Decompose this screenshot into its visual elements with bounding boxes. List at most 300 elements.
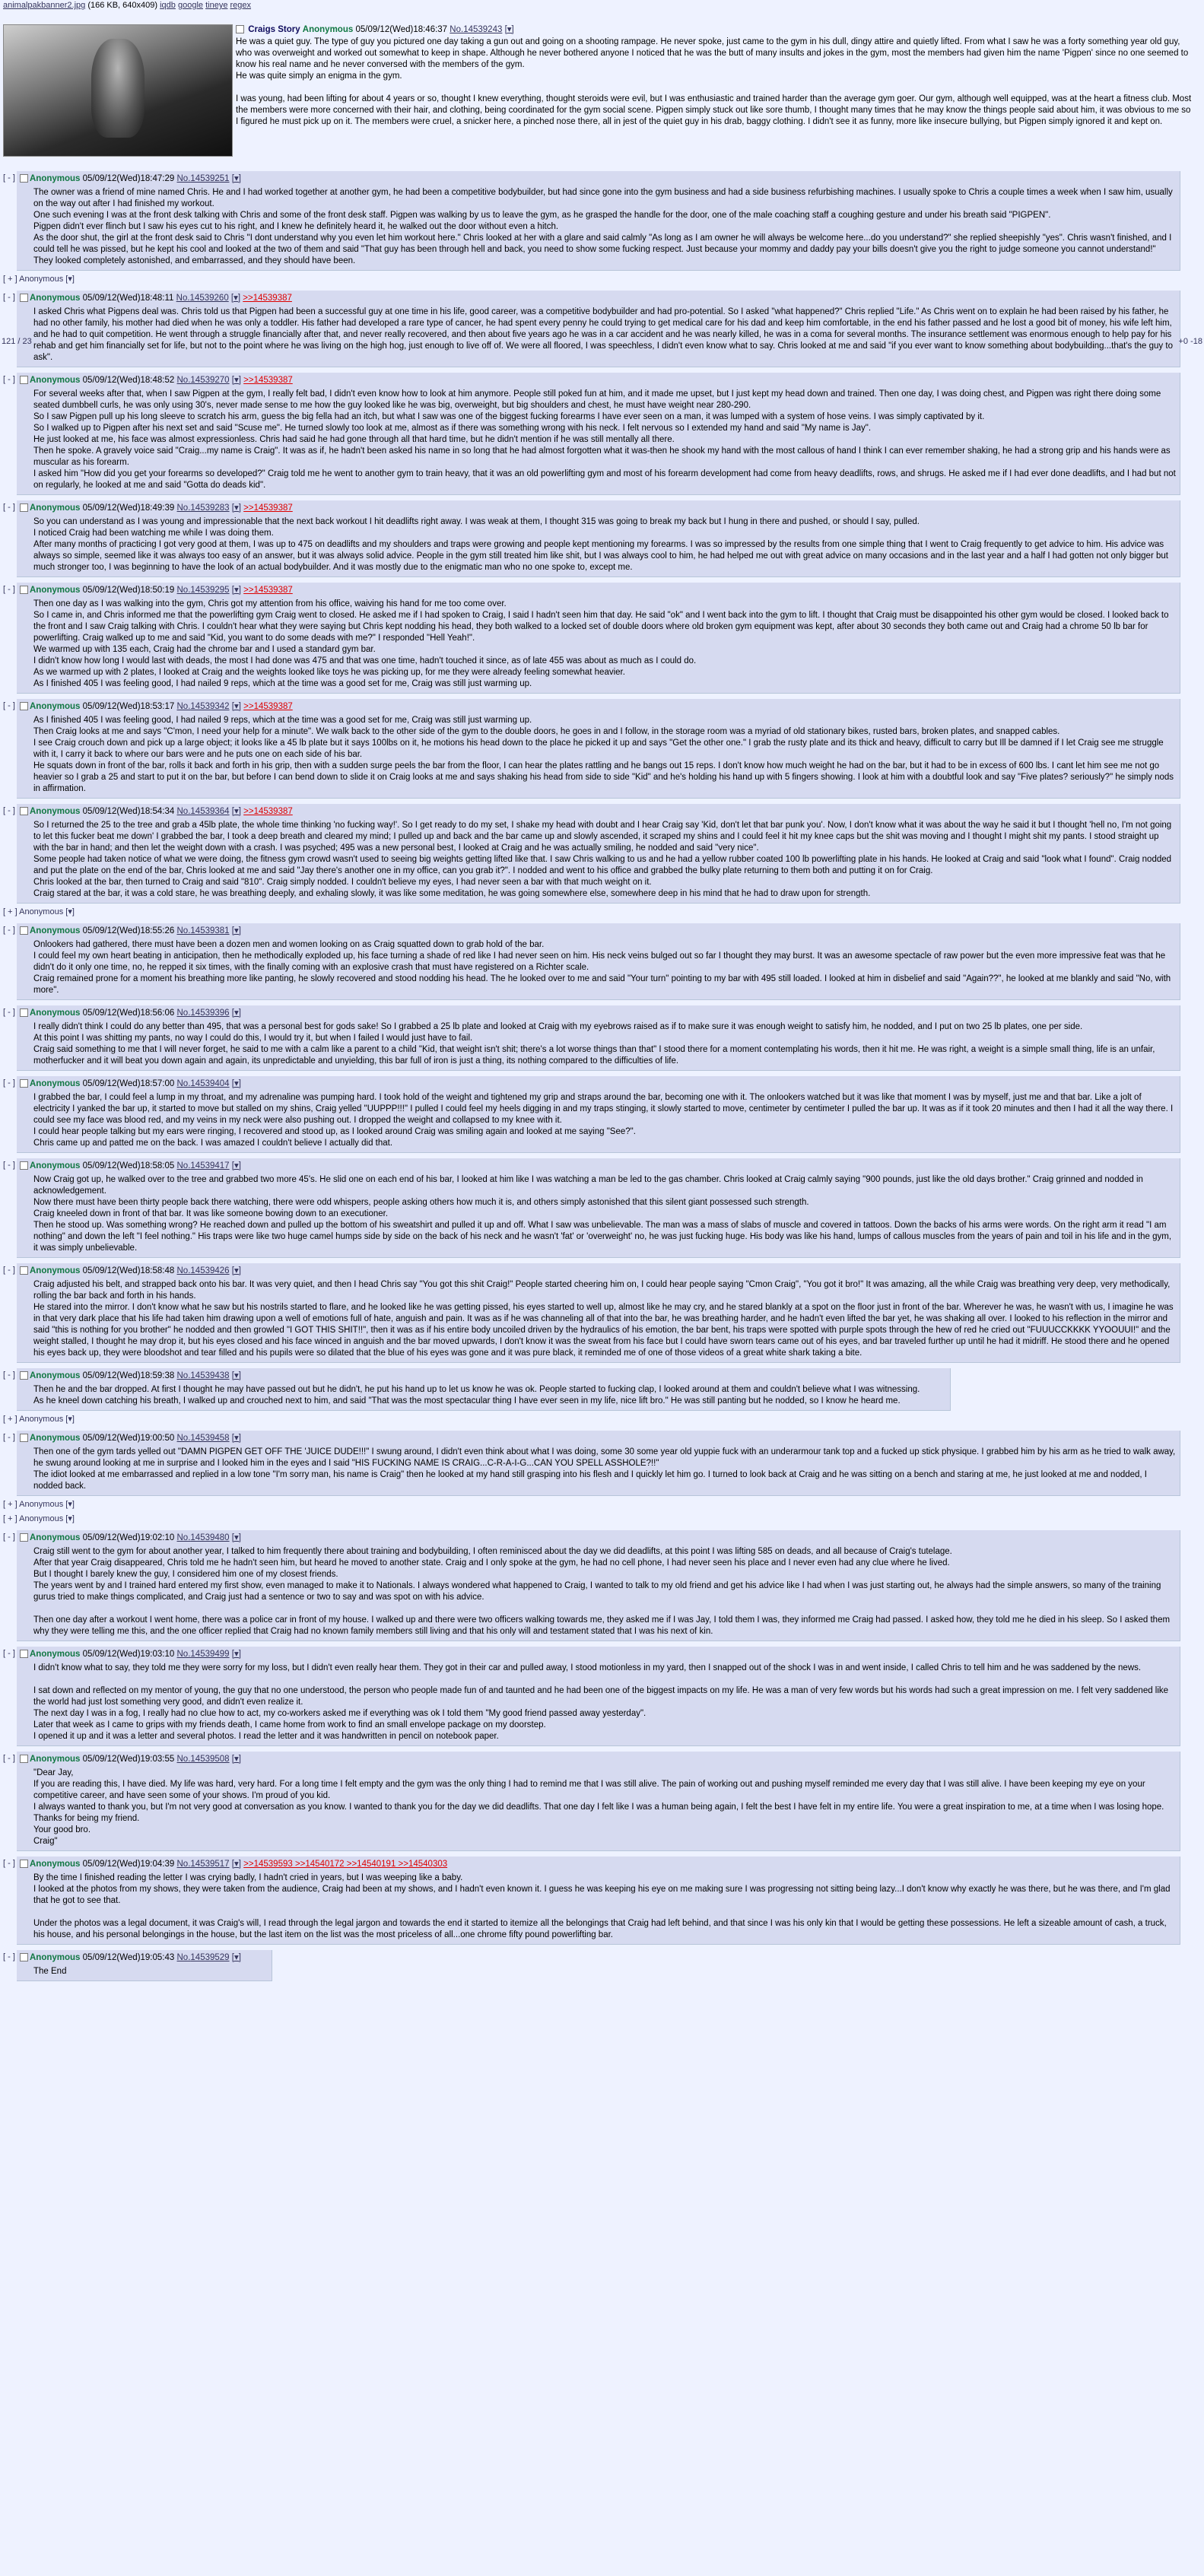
post-paragraph: I didn't know what to say, they told me they were sorry for my loss, but I didn't even really hear them. They got in their car and pulled away, I stood motionless in my yard, then I snapped out of the shock I was in and went inside, I called Chris to tell him and he was saddened by the news. [33,1663,1142,1672]
post-paragraph: Thanks for being my friend. [33,1814,140,1823]
post-paragraph: Under the photos was a legal document, it was Craig's will, I read through the legal jargon and towards the end it started to itemize all the belongings that Craig had left behind, and that since I was his only kin that I would be getting these possessions. He left a sizeable amount of cash, a truck, his house, and his personal belongings in the house, but the last item on the list was the most priceless of all...one chrome fifty pound powerlifting bar. [33,1919,1167,1939]
post-body [20,1447,1177,1492]
post-menu-arrow[interactable]: [▾] [231,376,241,385]
menu-arrow[interactable]: [▾] [65,1500,75,1509]
poster-name: Anonymous [30,1434,81,1443]
post-paragraph: So you can understand as I was young and impressionable that the next back workout I hit deadlifts right away. I was weak at them, I thought 315 was going to break my back but I hung in there and pushed, or should I say, pulled. [33,517,920,526]
post-paragraph: Then one day after a workout I went home, there was a police car in front of my house. I walked up and there were two officers walking towards me, they asked me if I was Jay, I told them I was, they informed me Craig had passed. I asked how, they told me he died in his sleep. So I asked them why they were telling me this, and the one officer replied that Craig had no known family members still living and that his only will and testament stated that I was his next of kin. [33,1615,1171,1636]
post-id: 14539480 [190,1533,230,1542]
hidden-reply-name: Anonymous [19,907,64,916]
post-number[interactable]: No.14539364 [176,807,230,816]
post-paragraph: I see Craig crouch down and pick up a large object; it looks like a 45 lb plate but it says 100lbs on it, he motions his head down to the place he picked it up and says "Get the other one." I grab the rusty plate and its thick and heavy, difficult to carry but Ill be damned if I let Craig see me struggle with it, I carry it back to where our bars were and he puts one on each side of his bar. [33,738,1164,759]
post-paragraph: I opened it up and it was a letter and several photos. I read the letter and it was handwritten in pencil on notebook paper. [33,1732,499,1741]
reply-container [0,1005,1204,1071]
hidden-reply[interactable] [0,1499,1204,1510]
menu-arrow[interactable]: [▾] [65,1415,75,1424]
reply-checkbox[interactable] [20,702,28,710]
post-body [20,516,1177,573]
post-paragraph: He squats down in front of the bar, rolls it back and forth in his grip, then with a sudden surge peels the bar from the floor, I can hear the plates rattling and he bangs out 15 reps. I don't know how much weight he had on the bar, but it had to be in excess of 600 lbs. I cant let him see me not go heavier so I grab a 25 and start to put it on the bar, but before I can bend down to slide it on Craig looks at me and says shaking his head from side to side "Kid" and he's holding his hand up with 5 fingers showing. I look at him with a doubtful look and say "Five plates? seriously?" he simply nods in affirmation. [33,761,1174,793]
reply-container [0,1752,1204,1851]
post-id: 14539396 [190,1008,230,1018]
post-paragraph: Later that week as I came to grips with my friends death, I came home from work to find an small envelope package on my doorstep. [33,1720,546,1730]
post-id: 14539438 [190,1371,230,1380]
post-body [20,820,1177,900]
post-number[interactable]: No.14539426 [176,1266,230,1275]
collapse-toggle[interactable]: [ - ] [3,293,15,302]
post-datetime: 05/09/12(Wed)19:03:55 [82,1755,175,1764]
reply-checkbox[interactable] [20,1266,28,1275]
post-datetime: 05/09/12(Wed)19:03:10 [82,1650,175,1659]
post-id: 14539508 [190,1755,230,1764]
hidden-reply-name: Anonymous [19,275,64,284]
post-paragraph: As we warmed up with 2 plates, I looked at Craig and the weights looked like toys he was picking up, for me they were already feeling somewhat heavier. [33,668,625,677]
post-id: 14539381 [190,926,230,935]
reply-checkbox[interactable] [20,807,28,815]
reply-checkbox[interactable] [20,1650,28,1658]
collapse-toggle[interactable]: [ - ] [3,1533,15,1542]
poster-name: Anonymous [30,1266,81,1275]
reply-header [20,1007,1177,1021]
reply-checkbox[interactable] [20,1860,28,1868]
post-id: 14539342 [190,702,230,711]
reply-checkbox[interactable] [20,174,28,183]
reply-container [0,500,1204,577]
post-datetime: 05/09/12(Wed)18:55:26 [82,926,175,935]
reply-container [0,1647,1204,1746]
reply-checkbox[interactable] [20,1755,28,1763]
poster-name: Anonymous [30,586,81,595]
reply-container [0,699,1204,799]
post-paragraph: Craig adjusted his belt, and strapped back onto his bar. It was very quiet, and then I head Chris say "You got this shit Craig!" People started cheering him on, I could hear people saying "Cmon Craig", "You got it bro!" It was amazing, all the while Craig was breathing very deep, very methodically, rolling the bar back and forth in his hands. [33,1280,1171,1301]
post-paragraph: Craig said something to me that I will never forget, he said to me with a calm like a parent to a child "Kid, that weight isn't shit; there's a lot worse things than that" I stood there for a moment contemplating his words, then it hit me. He was right, a weight is a simple small thing, life is an unfair, motherfucker and it will beat you down again and again, its unpredictable and unyielding, this bar full of iron is just a thing, its nothing compared to the difficulties of life. [33,1045,1155,1066]
collapse-toggle[interactable]: [ - ] [3,1433,15,1442]
post-datetime: 05/09/12(Wed)18:53:17 [82,702,175,711]
reply-header [20,584,1177,599]
collapse-toggle[interactable]: [ - ] [3,701,15,710]
expand-toggle[interactable]: [ + ] [3,907,17,916]
post-paragraph: I didn't know how long I would last with deads, the most I had done was 475 and that was one time, hadn't touched it since, as of late 455 was about as much as I could do. [33,656,697,665]
post-menu-arrow[interactable]: [▾] [231,1161,241,1170]
post-number[interactable]: No.14539417 [176,1161,230,1170]
post-paragraph: I looked at the photos from my shows, they were taken from the audience, Craig had been at my shows, and I hadn't even known it. I guess he was keeping his eye on me making sure I was progressing not sitting being lazy...I don't know why exactly he was there, but he was there, and I'm glad that he got to see that. [33,1885,1171,1905]
collapse-toggle[interactable]: [ - ] [3,1161,15,1170]
post-paragraph: I could hear people talking but my ears were ringing, I recovered and stood up, as I looked around Craig was smiling again and looked at me saying "See?". [33,1127,636,1136]
reply-container [0,1950,1204,1981]
post-menu-arrow[interactable]: [▾] [231,807,241,816]
post-paragraph: I asked Chris what Pigpens deal was. Chris told us that Pigpen had been a successful guy at one time in his life, good career, was a competitive bodybuilder and had pro-potential. So I asked "what happened?" Chris replied "Life." As Chris went on to explain he had been raised by his father, he had no other family, his mother had died when he was only a toddler. His father had developed a rare type of cancer, he had spent every penny he could trying to get medical care for his dad and keep him comfortable, in the end his father passed and he lost a good bit of money, his wife left him, and he had to quit competition. He went through a struggle financially after that, and never really recovered, and then about five years ago he was in a car accident and he was nearly killed, he was in a coma for several months. The insurance settlement was enormous enough to help pay for his rehab and get him financially set for life, but not to the point where he was living on the high hog, just enough to live off of. We were all floored, I was speechless, I didn't even know what to say. Chris looked at me and said "if you ever want to know something about bodybuilding...that's the guy to ask". [33,307,1173,362]
hidden-reply-name: Anonymous [19,1500,64,1509]
post-datetime: 05/09/12(Wed)18:54:34 [82,807,175,816]
collapse-toggle[interactable]: [ - ] [3,173,15,183]
post-paragraph: Your good bro. [33,1825,91,1834]
expand-toggle[interactable]: [ + ] [3,275,17,284]
op-datetime: 05/09/12(Wed)18:46:37 [355,25,448,34]
post-paragraph: Some people had taken notice of what we were doing, the fitness gym crowd wasn't used to seeing big weights getting lifted like that. I saw Chris walking to us and he had a yellow rubber coated 100 lb powerlifting plate in his hands. He looked at Craig and said "look what I found". Craig nodded and put the plate on the end of the bar, Chris looked at me and said "Jay there's another one in my office, can you grab it?". I nodded and went to his office and grabbed the bulky plate returning to them both and putting it on for Craig. [33,855,1172,875]
op-post [0,11,1204,166]
collapse-toggle[interactable]: [ - ] [3,1008,15,1017]
post-paragraph [33,1603,1177,1615]
post-paragraph: Now Craig got up, he walked over to the tree and grabbed two more 45's. He slid one on each end of his bar, I looked at him like I was watching a man be led to the gas chamber. Chris looked at Craig calmly saying "900 pounds, just like the old days brother." Craig grinned and nodded in acknowledgement. [33,1175,1143,1196]
collapse-toggle[interactable]: [ - ] [3,1859,15,1868]
file-link[interactable]: animalpakbanner2.jpg [3,1,86,10]
post-paragraph: Chris looked at the bar, then turned to Craig and said "810". Craig simply nodded. I couldn't believe my eyes, I had never seen a bar with that much weight on it. [33,878,652,887]
reply-post [17,1368,951,1411]
post-number[interactable]: No.14539480 [176,1533,230,1542]
regex-link[interactable]: regex [230,1,252,10]
post-menu-arrow[interactable]: [▾] [231,1434,241,1443]
post-number[interactable]: No.14539251 [176,174,230,183]
reply-header [20,1265,1177,1279]
reply-checkbox[interactable] [20,1079,28,1088]
backlink[interactable]: >>14539593 >>14540172 >>14540191 >>14540303 [243,1860,448,1869]
post-paragraph: Now there must have been thirty people back there watching, there were odd whispers, people asking others how much it is, and others simply astonished that this silent giant possessed such strength. [33,1198,809,1207]
post-menu-arrow[interactable]: [▾] [231,586,241,595]
post-menu-arrow[interactable]: [▾] [231,1371,241,1380]
reply-container [0,171,1204,271]
post-paragraph: The owner was a friend of mine named Chris. He and I had worked together at another gym, he had been a competitive bodybuilder, but had since gone into the gym business and had a side business refurbishing machines. I usually spoke to Chris a couple times a week when I saw him, usually on the way out after I had finished my workout. [33,188,1173,208]
collapse-toggle[interactable]: [ - ] [3,503,15,512]
op-paragraph: He was quite simply an enigma in the gym. [236,71,402,81]
post-paragraph: Then he stood up. Was something wrong? He reached down and pulled up the bottom of his sweatshirt and pulled it up and off. What I saw was unbelievable. The man was a mass of slabs of muscle and covered in tattoos. Down the backs of his arms were words. On the right arm it read "I am nothing" and down the left "I feel nothing." His traps were like two huge camel humps side by side on the back of his neck and he wasn't 'fat' or 'overweight' no, he was just fucking huge. His body was like his hand, lumps of callous muscles from the years of pain and toil in his life and in the gym, it was simply unbelievable. [33,1221,1172,1253]
post-paragraph: Then one of the gym tards yelled out "DAMN PIGPEN GET OFF THE 'JUICE DUDE!!!" I swung around, I didn't even think about what I was doing, some 30 some year old yuppie fuck with an underarmour tank top and a fucked up stick physique. I grabbed him by his arm as he tried to walk away, he swung around looking at me in surprise and I looked him in the eyes and I said "HIS FUCKING NAME IS CRAIG...C-R-A-I-G...CAN YOU SPELL ASSHOLE?!!" [33,1447,1176,1468]
post-paragraph: So I returned the 25 to the tree and grab a 45lb plate, the whole time thinking 'no fucking way!'. So I get ready to do my set, I shake my head with doubt and I hear Craig say 'Kid, don't let that bar punk you'. Now, I don't know what it was about the way he said it but I thought 'hell no, I'm not going to let this fucker beat me down' I grabbed the bar, I took a deep breath and cleared my mind; I pulled up and back and the bar came up and slowly ascended, it scraped my shins and I could feel it hit my knee caps but the shit was moving and I thought I might shit my pants. I stood straight up with the bar in hand; and then let the weight down with a crash. I was psyched; 495 was a new personal best, I looked at Craig and he was actually smiling, he nodded and said "very nice". [33,821,1172,853]
post-number[interactable]: No.14539458 [176,1434,230,1443]
poster-name: Anonymous [30,1755,81,1764]
menu-arrow[interactable]: [▾] [65,275,75,284]
post-menu-arrow[interactable]: [▾] [231,1079,241,1088]
score-counter: +0 -18 [1178,337,1202,346]
post-menu-arrow[interactable]: [▾] [231,1953,241,1962]
post-paragraph: Craig" [33,1837,58,1846]
post-body [20,939,1177,996]
poster-name: Anonymous [30,503,81,513]
post-paragraph: Craig remained prone for a moment his breathing more like panting, he slowly recovered and stood nodding his head. The he looked over to me and said "Your turn" pointing to my bar with 495 still loaded. I looked at him in disbelief and said "Again??", he looked at me blankly and said "No, with more". [33,974,1171,995]
reply-header [20,1078,1177,1092]
post-id: 14539295 [190,586,230,595]
post-datetime: 05/09/12(Wed)18:57:00 [82,1079,175,1088]
post-paragraph: I could feel my own heart beating in anticipation, then he methodically exploded up, his face turning a shade of red like I had never seen on him. His neck veins bulged out so far I thought they may burst. It was an awesome spectacle of raw power but the even more impressive feat was that he didn't do it only one time, no, he repped it six times, with the finally coming with an explosive crash that must have registered on a Richter scale. [33,951,1166,972]
post-body [20,1546,1177,1637]
post-id: 14539283 [190,503,230,513]
post-number[interactable]: No.14539404 [176,1079,230,1088]
op-header [236,24,514,36]
post-body [20,599,1177,690]
poster-name: Anonymous [30,807,81,816]
post-number[interactable]: No.14539270 [176,376,230,385]
op-thumbnail[interactable] [3,24,233,157]
reply-post [17,1857,1180,1945]
poster-name: Anonymous [30,294,81,303]
post-datetime: 05/09/12(Wed)18:58:05 [82,1161,175,1170]
post-menu-arrow[interactable]: [▾] [230,294,241,303]
collapse-toggle[interactable]: [ - ] [3,1754,15,1763]
op-paragraph: He was a quiet guy. The type of guy you pictured one day taking a gun out and going on a shooting rampage. He never spoke, just came to the gym in his dull, dingy attire and quietly lifted. From what I saw he was a forty something year old guy, who was overweight and worked out somewhat to keep in shape. Although he never bothered anyone I noticed that he was the butt of many insults and jokes in the gym, most the members had given him the name 'Pigpen' since no one seemed to know his real name and he never conversed with the members of the gym. [236,37,1189,69]
post-number[interactable]: No.14539499 [176,1650,230,1659]
reply-checkbox[interactable] [20,1434,28,1442]
op-number[interactable]: No.14539243 [450,25,503,34]
reply-post [17,373,1180,495]
backlink[interactable]: >>14539387 [243,376,293,385]
post-menu-arrow[interactable]: [▾] [231,1860,241,1869]
post-paragraph: "Dear Jay, [33,1768,74,1777]
post-datetime: 05/09/12(Wed)19:05:43 [82,1953,175,1962]
reply-checkbox[interactable] [20,294,28,302]
reply-checkbox[interactable] [20,1008,28,1017]
post-paragraph: Then he and the bar dropped. At first I thought he may have passed out but he didn't, he put his hand up to let us know he was ok. People started to fucking clap, I looked around at them and couldn't believe what I was witnessing. [33,1385,920,1394]
hidden-reply[interactable] [0,1414,1204,1425]
poster-name: Anonymous [30,1008,81,1018]
post-datetime: 05/09/12(Wed)19:00:50 [82,1434,175,1443]
reply-checkbox[interactable] [20,1953,28,1961]
page-counter: 121 / 23 [2,337,32,346]
poster-name: Anonymous [30,926,81,935]
post-body [20,1279,1177,1359]
file-meta: (166 KB, 640x409) [87,1,158,10]
post-number[interactable]: No.14539517 [176,1860,230,1869]
post-paragraph: He stared into the mirror. I don't know what he saw but his nostrils started to flare, and he looked like he was getting pissed, his eyes started to well up, almost like he may cry, and he stared blankly at a spot on the floor just in front of the bar. Wherever he was, he wasn't with us, I imagine he was in that very dark place that his life had taken him drawing upon a well of emotions full of hate, anguish and pain. It was as if he was channeling all of that into the bar, he was breathing harder, and he hadn't even lifted the bar yet, he was shaking all over. I looked to his reflection in the mirror and said "this is nothing for you brother" he nodded and then growled "I GOT THIS SHIT!!", then it was as if his entire body uncoiled driven by the hydraulics of his emotion, the bar bent, his traps were spotted with purple spots through the hew of red he cried out "FUUUCCKKKK YYOOUUI!" and the weight stalled, I thought he may drop it, but his eyes closed and his face winced in anguish and the bar moved upwards, I don't know it was the sweat from his face but I could have sworn tears came out of his eyes, and bar traveled further up until he had it midriff. He stood there and he opened his eyes back up, they were bloodshot and tear filled and his pupils were so dilated that the blue of his eyes was gone and it was pure black, it reminded me of one of those videos of a great white shark taking a bite. [33,1303,1174,1358]
hidden-reply[interactable] [0,907,1204,918]
reply-checkbox[interactable] [20,1371,28,1380]
post-body [20,715,1177,795]
thread [0,171,1204,1981]
post-paragraph: One such evening I was at the front desk talking with Chris and some of the front desk staff. Pigpen was walking by us to leave the gym, as he grasped the handle for the door, one of the male coaching staff a coughing gesture and under his breath said "PIGPEN". [33,211,1051,220]
post-paragraph: But I thought I barely knew the guy, I considered him one of my closest friends. [33,1570,338,1579]
expand-toggle[interactable]: [ + ] [3,1415,17,1424]
reply-post [17,1005,1180,1071]
reply-header [20,1858,1177,1872]
post-id: 14539251 [190,174,230,183]
poster-name: Anonymous [30,174,81,183]
post-paragraph: The next day I was in a fog, I really had no clue how to act, my co-workers asked me if everything was ok I told them "My good friend passed away yesterday". [33,1709,646,1718]
post-number[interactable]: No.14539508 [176,1755,230,1764]
post-body [20,1768,1177,1847]
post-paragraph: For several weeks after that, when I saw Pigpen at the gym, I really felt bad, I didn't even know how to look at him anymore. People still poked fun at him, and it made me upset, but I just kept my head down and trained. Then one day, I was doing chest, and Pigpen was right there doing some seated dumbbell curls, he was only using 30's, never made sense to me how the guy looked like he was big, overweight, but big shoulders and chest, he must have weight near 280-290. [33,389,1161,410]
reply-header [20,1370,920,1384]
post-number[interactable]: No.14539381 [176,926,230,935]
expand-toggle[interactable]: [ + ] [3,1514,17,1523]
post-number[interactable]: No.14539529 [176,1953,230,1962]
reply-container [0,1158,1204,1258]
collapse-toggle[interactable]: [ - ] [3,806,15,815]
hidden-reply-name: Anonymous [19,1514,64,1523]
reply-checkbox[interactable] [20,1161,28,1170]
post-paragraph: I asked him "How did you get your forearms so developed?" Craig told me he went to another gym to train heavy, that it was an old powerlifting gym and most of his forearm development had come from heavy deadlifts, rows, and shrugs. He asked me if I had ever done deadlifts, and I had but not on regularly, he looked at me and said "Gotta do deads kid". [33,469,1176,490]
post-datetime: 05/09/12(Wed)19:02:10 [82,1533,175,1542]
reply-post [17,1647,1180,1746]
post-number[interactable]: No.14539342 [176,702,230,711]
post-id: 14539529 [190,1953,230,1962]
post-datetime: 05/09/12(Wed)18:58:48 [82,1266,175,1275]
post-body [20,1384,920,1407]
post-menu-arrow[interactable]: [▾] [231,1008,241,1018]
reply-post [17,500,1180,577]
post-body [20,1663,1177,1742]
reply-header [20,292,1177,307]
post-body [20,1092,1177,1149]
backlink[interactable]: >>14539387 [243,702,293,711]
collapse-toggle[interactable]: [ - ] [3,926,15,935]
reply-header [20,1753,1177,1768]
post-menu-arrow[interactable]: [▾] [231,926,241,935]
collapse-toggle[interactable]: [ - ] [3,1266,15,1275]
post-paragraph: After that year Craig disappeared, Chris told me he hadn't seen him, but heard he moved to another state. Craig and I only spoke at the gym, he had no cell phone, I had never seen his place and I never even had any clue where he lived. [33,1558,950,1568]
post-id: 14539404 [190,1079,230,1088]
reply-header [20,173,1177,187]
collapse-toggle[interactable]: [ - ] [3,1952,15,1961]
reply-post [17,804,1180,904]
reply-container [0,923,1204,1000]
post-menu-arrow[interactable]: [▾] [231,1533,241,1542]
post-menu-arrow[interactable]: [▾] [231,702,241,711]
post-paragraph: Then one day as I was walking into the gym, Chris got my attention from his office, waiving his hand for me too come over. [33,599,507,608]
op-paragraph [236,82,1194,94]
tineye-link[interactable]: tineye [205,1,228,10]
expand-toggle[interactable]: [ + ] [3,1500,17,1509]
post-datetime: 05/09/12(Wed)18:48:52 [82,376,175,385]
post-body [20,1021,1177,1067]
reply-container [0,804,1204,904]
reply-header [20,805,1177,820]
post-paragraph: Then he spoke. A gravely voice said "Craig...my name is Craig". It was as if, he hadn't been asked his name in so long that he had almost forgotten what it was-then he shook my hand with the most callous of hand I think I can ever remember shaking, he had a strong grip and his hands were as muscular as his forearm. [33,446,1171,467]
poster-name: Anonymous [30,1371,81,1380]
reply-header [20,700,1177,715]
post-datetime: 05/09/12(Wed)18:47:29 [82,174,175,183]
poster-name: Anonymous [30,702,81,711]
reply-checkbox[interactable] [20,503,28,512]
post-body [20,187,1177,267]
backlink[interactable]: >>14539387 [243,807,293,816]
post-paragraph: As the door shut, the girl at the front desk said to Chris "I dont understand why you even let him workout here." Chris looked at her with a glare and said calmly "As long as I am owner he will always be welcome here...do you understand?" she replied sheepishly "yes". Chris wasn't finished, and I could tell he was pissed, but he kept his cool and looked at the two of them and said "That guy has been through hell and back, you need to show some fucking respect. Just because your mommy and daddy pay your bills doesn't give you the right to judge someone you cannot understand!" They looked completely astonished, and embarrassed, and they should have been. [33,233,1172,265]
reply-container [0,1263,1204,1363]
post-paragraph: I grabbed the bar, I could feel a lump in my throat, and my adrenaline was pumping hard. I took hold of the weight and tightened my grip and straps around the bar, becoming one with it. The onlookers watched but it was like that moment I was by myself, just me and that bar. Like a jolt of electricity I yanked the bar up, it started to move but stalled on my shins, Craig yelled "UUPPP!!!" I pulled I could feel my heels digging in and my traps stinging, it slowly started to move, centimeter by centimeter I pulled the bar up. It was as if it took 20 minutes and then I had it all the way there. I could see my face was blood red, and my veins in my neck were also pushing out. I dropped the weight and collapsed to my knee with it. [33,1093,1174,1125]
reply-header [20,374,1177,389]
post-id: 14539426 [190,1266,230,1275]
reply-checkbox[interactable] [20,926,28,935]
reply-post [17,1158,1180,1258]
reply-checkbox[interactable] [20,376,28,384]
post-paragraph: As I finished 405 I was feeling good, I had nailed 9 reps, which at the time was a good set for me, Craig was still just warming up. [33,716,532,725]
reply-container [0,1076,1204,1153]
post-id: 14539260 [189,294,229,303]
post-paragraph: I always wanted to thank you, but I'm not very good at conversation as you know. I wanted to thank you for the day we did deadlifts. That one day I felt like I was a human being again, I felt the best I have felt in my entire life. You were a great inspiration to me, at a time when I was losing hope. [33,1803,1164,1812]
post-paragraph: By the time I finished reading the letter I was crying badly, I hadn't cried in years, but I was weeping like a baby. [33,1873,463,1882]
menu-arrow[interactable]: [▾] [65,907,75,916]
reply-checkbox[interactable] [20,1533,28,1542]
poster-name: Anonymous [30,1860,81,1869]
post-body [20,1174,1177,1254]
post-menu-arrow[interactable]: [▾] [231,174,241,183]
post-id: 14539270 [190,376,230,385]
collapse-toggle[interactable]: [ - ] [3,1078,15,1088]
menu-arrow[interactable]: [▾] [65,1514,75,1523]
post-paragraph: I really didn't think I could do any better than 495, that was a personal best for gods sake! So I grabbed a 25 lb plate and looked at Craig with my eyebrows raised as if to make sure it was enough weight to satisfy him, he nodded, and I put on two 25 lb plates, one per side. [33,1022,1083,1031]
reply-header [20,1432,1177,1447]
collapse-toggle[interactable]: [ - ] [3,585,15,594]
post-paragraph: The years went by and I trained hard entered my first show, even managed to make it to Nationals. I always wondered what happened to Craig, I wanted to talk to my old friend and get his advice like I had when I was just starting out, he always had the simple answers, so many of the training gurus tried to make things complicated, and Craig just had a sentence or two to say and was spot on with his advice. [33,1581,1161,1602]
post-paragraph: As he kneel down catching his breath, I walked up and crouched next to him, and said "That was the most spectacular thing I have ever seen in my life, nice lift bro." He was still panting but he nodded, so I know he heard me. [33,1396,901,1406]
poster-name: Anonymous [30,1650,81,1659]
post-paragraph: We warmed up with 135 each, Craig had the chrome bar and I used a standard gym bar. [33,645,376,654]
post-menu-arrow[interactable]: [▾] [231,503,241,513]
reply-post [17,1263,1180,1363]
post-menu-arrow[interactable]: [▾] [231,1266,241,1275]
hidden-reply-name: Anonymous [19,1415,64,1424]
poster-name: Anonymous [30,376,81,385]
post-paragraph: So I came in, and Chris informed me that the powerlifting gym Craig went to closed. He asked me if I had spoken to Craig, I said I hadn't seen him that day. He said "ok" and I went back into the gym to lift. I thought that Craig must be disappointed his other gym would be closed. I looked back to the front and I saw Craig talking with Chris. I couldn't hear what they were saying but Chris kept nodding his head, they both walked to a locked set of double doors where old broken gym equipment was kept, after about 30 seconds they both came out and Craig had a chrome 50 lb bar for powerlifting. Craig walked up to me and said "Kid, you want to do some deads with me?" I responded "Hell Yeah!". [33,611,1169,643]
op-menu-arrow[interactable]: [▾] [504,25,514,34]
reply-post [17,1431,1180,1496]
post-body [20,389,1177,491]
post-paragraph: Craig stared at the bar, it was a cold stare, he was breathing deeply, and exhaling slowly, it was like some meditation, he was going somewhere else, somewhere deep in his mind that he had to draw upon for strength. [33,889,871,898]
reply-checkbox[interactable] [20,586,28,594]
post-number[interactable]: No.14539283 [176,503,230,513]
post-id: 14539417 [190,1161,230,1170]
post-number[interactable]: No.14539260 [176,294,229,303]
post-paragraph: Chris came up and patted me on the back. I was amazed I couldn't believe I actually did that. [33,1139,393,1148]
post-number[interactable]: No.14539396 [176,1008,230,1018]
reply-post [17,1530,1180,1641]
reply-header [20,1532,1177,1546]
op-checkbox[interactable] [236,25,244,33]
backlink[interactable]: >>14539387 [243,586,293,595]
collapse-toggle[interactable]: [ - ] [3,1649,15,1658]
post-datetime: 05/09/12(Wed)18:59:38 [82,1371,175,1380]
backlink[interactable]: >>14539387 [243,294,292,303]
reply-header [20,502,1177,516]
hidden-reply[interactable] [0,1514,1204,1525]
file-info-bar [0,0,1204,11]
post-body [20,307,1177,364]
post-id: 14539364 [190,807,230,816]
post-paragraph: If you are reading this, I have died. My life was hard, very hard. For a long time I felt empty and the gym was the only thing I had to remind me that I was still alive. The pain of working out and pushing myself reminded me every day that I was still alive. I have been keeping my eye on your competitive career, and have seen some of your shows. I'm proud of you kid. [33,1780,1145,1800]
post-paragraph: Craig kneeled down in front of that bar. It was like someone bowing down to an executioner. [33,1209,389,1218]
post-paragraph: I sat down and reflected on my mentor of young, the guy that no one understood, the person who people made fun of and taunted and he had been one of the biggest impacts on my life. He was a man of very few words but his words had such a great impression on me. I felt very saddened like the world had just lost something very good, and didn't even realize it. [33,1686,1169,1707]
post-datetime: 05/09/12(Wed)18:49:39 [82,503,175,513]
reply-post [17,923,1180,1000]
post-paragraph [33,1674,1177,1685]
post-datetime: 05/09/12(Wed)18:48:11 [82,294,174,303]
post-paragraph: As I finished 405 I was feeling good, I had nailed 9 reps, which at the time was a good set for me, Craig was still just warming up. [33,679,532,688]
reply-container [0,373,1204,495]
post-paragraph: The idiot looked at me embarrassed and replied in a low tone "I'm sorry man, his name is Craig" then he looked at my hand still grasping into his flesh and I quickly let him go. I turned to look back at Craig and he was sitting on a bench and staring at me, he just looked at me and nodded, I nodded back. [33,1470,1148,1491]
post-number[interactable]: No.14539295 [176,586,230,595]
reply-post [17,1752,1180,1851]
collapse-toggle[interactable]: [ - ] [3,375,15,384]
reply-post [17,171,1180,271]
post-paragraph: So I walked up to Pigpen after his next set and said "Scuse me". He turned slowly too look at me, almost as if there was something wrong with his neck. I felt nervous so I extended my hand and said "My name is Jay". [33,424,872,433]
poster-name: Anonymous [30,1161,81,1170]
post-menu-arrow[interactable]: [▾] [231,1755,241,1764]
reply-post [17,583,1180,694]
reply-post [17,1950,272,1981]
google-link[interactable]: google [177,1,204,10]
hidden-reply[interactable] [0,274,1204,285]
post-menu-arrow[interactable]: [▾] [231,1650,241,1659]
reply-container [0,1530,1204,1641]
iqdb-link[interactable]: iqdb [160,1,176,10]
poster-name: Anonymous [30,1533,81,1542]
post-body [20,1966,241,1977]
post-paragraph: He just looked at me, his face was almost expressionless. Chris had said he had gone through all that hard time, but he didn't mention if he was still mentally all there. [33,435,675,444]
post-id: 14539499 [190,1650,230,1659]
post-paragraph [33,1907,1177,1918]
reply-post [17,1076,1180,1153]
post-paragraph: Then Craig looks at me and says "C'mon, I need your help for a minute". We walk back to the other side of the gym to the double doors, he goes in and I follow, in the storage room was a myriad of old stationary bikes, rusted bars, broken plates, and snapped cables. [33,727,1060,736]
post-number[interactable]: No.14539438 [176,1371,230,1380]
reply-header [20,1952,241,1966]
collapse-toggle[interactable]: [ - ] [3,1371,15,1380]
backlink[interactable]: >>14539387 [243,503,293,513]
